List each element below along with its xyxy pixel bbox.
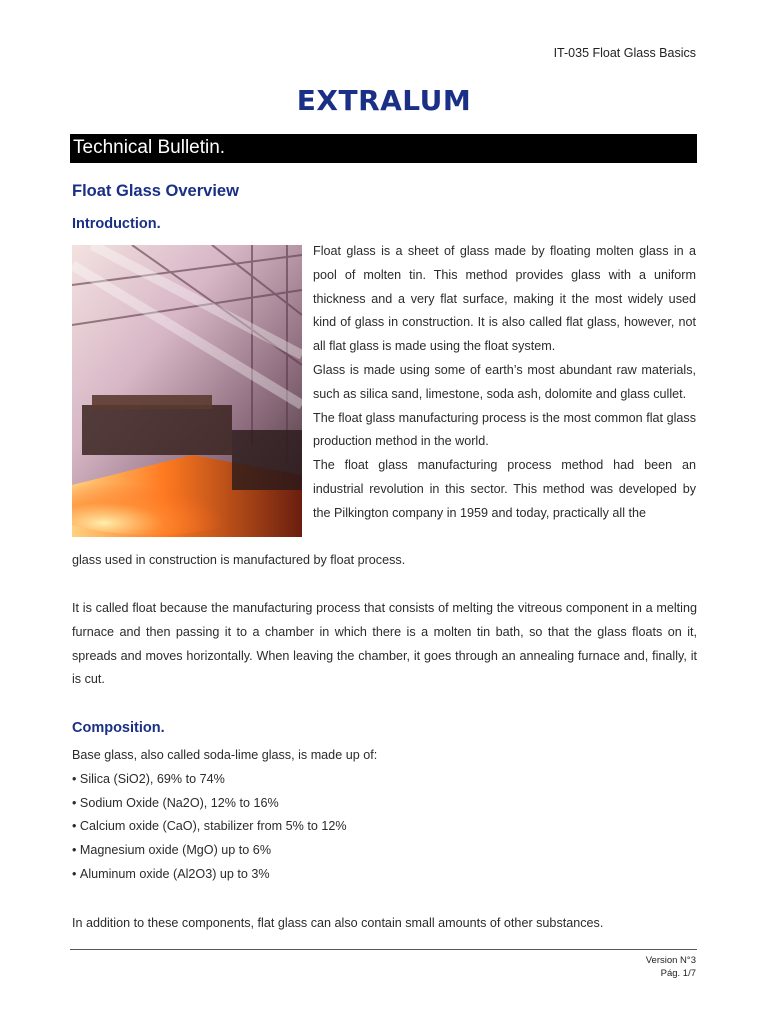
bulletin-title: Technical Bulletin. <box>73 137 226 158</box>
intro-continuation: glass used in construction is manufactured by float process. <box>72 553 406 567</box>
bulletin-banner <box>70 134 697 163</box>
intro-paragraph: The float glass manufacturing process is the most common flat glass production method in the world. <box>313 410 696 449</box>
composition-item: • Aluminum oxide (Al2O3) up to 3% <box>72 863 697 887</box>
brand-logo: EXTRALUM <box>296 84 472 117</box>
composition-section <box>72 744 697 887</box>
intro-paragraph: Float glass is a sheet of glass made by floating molten glass in a pool of molten tin. This method provides glass with a uniform thickness and a very flat surface, making it the most widely used kind of glass in construction. It is also called flat glass, however, not all flat glass is made using the float system. <box>313 244 696 354</box>
furnace-photo <box>72 245 302 537</box>
composition-intro: Base glass, also called soda-lime glass, is made up of: <box>72 748 378 762</box>
composition-addition: In addition to these components, flat glass can also contain small amounts of other substances. <box>72 916 604 930</box>
document-code: IT-035 Float Glass Basics <box>553 46 696 60</box>
composition-item: • Sodium Oxide (Na2O), 12% to 16% <box>72 792 697 816</box>
composition-item: • Calcium oxide (CaO), stabilizer from 5% to 12% <box>72 815 697 839</box>
heading-composition: Composition. <box>72 720 165 736</box>
footer-divider <box>70 949 697 950</box>
float-process-paragraph <box>72 597 697 692</box>
heading-introduction: Introduction. <box>72 216 161 232</box>
intro-paragraph: Glass is made using some of earth’s most abundant raw materials, such as silica sand, limestone, soda ash, dolomite and glass cullet. <box>313 362 696 401</box>
composition-item: • Magnesium oxide (MgO) up to 6% <box>72 839 697 863</box>
intro-paragraph: The float glass manufacturing process method had been an industrial revolution in this sector. This method was developed by the Pilkington company in 1959 and today, practically all the <box>313 458 696 520</box>
footer-page-number: Pág. 1/7 <box>660 968 696 979</box>
footer <box>646 954 696 980</box>
footer-version: Version N°3 <box>645 955 696 966</box>
section-title-overview: Float Glass Overview <box>72 182 239 200</box>
intro-paragraphs <box>313 240 696 526</box>
composition-item: • Silica (SiO2), 69% to 74% <box>72 768 697 792</box>
float-paragraph-text: It is called float because the manufacturing process that consists of melting the vitreous component in a melting furnace and then passing it to a chamber in which there is a molten tin bath, so that the glass floats on it, spreads and moves horizontally. When leaving the chamber, it goes through an annealing furnace and, finally, it is cut. <box>72 601 697 687</box>
composition-list <box>72 768 697 887</box>
